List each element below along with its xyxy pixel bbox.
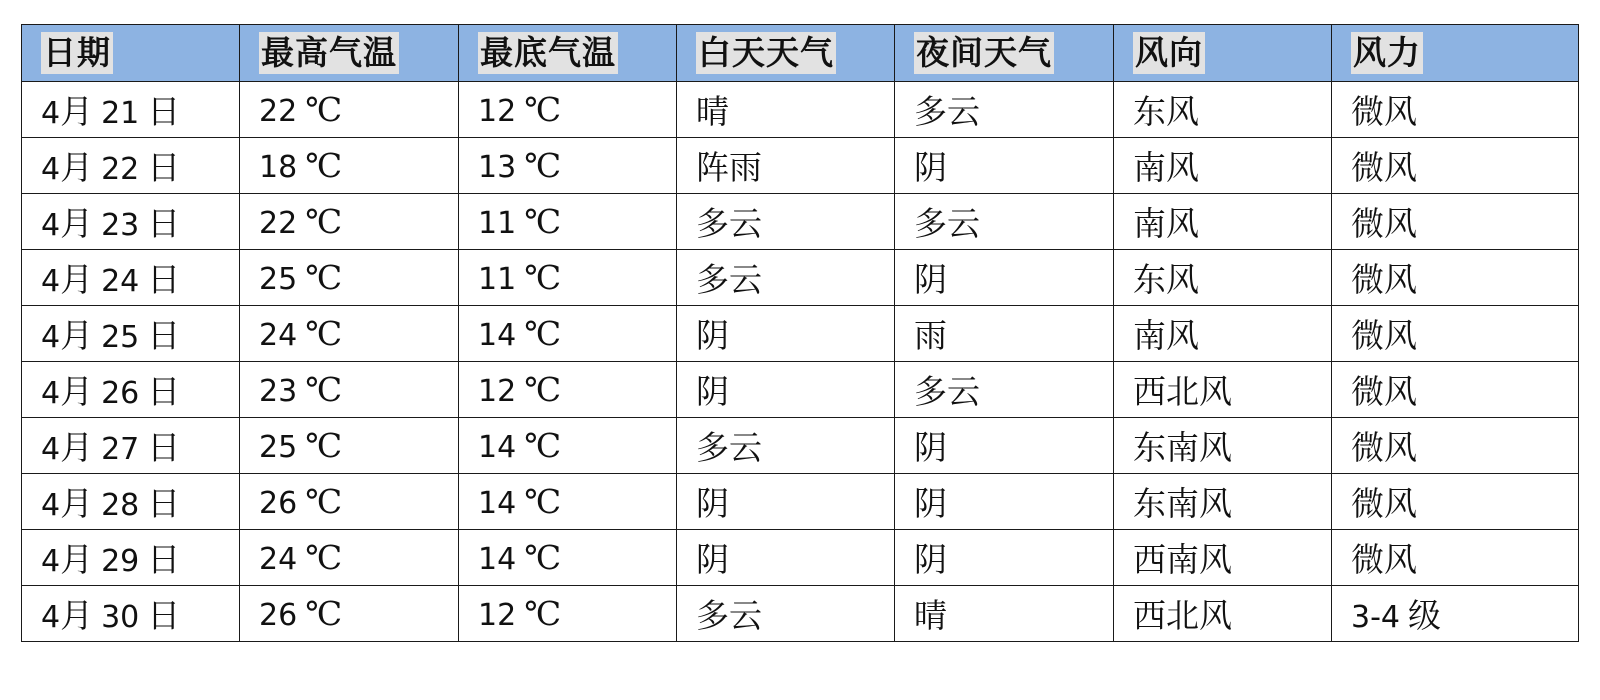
table-row: [22, 362, 1579, 418]
high-temp-value: 24: [259, 542, 298, 577]
cell-night-weather: 晴: [895, 586, 1114, 642]
low-temp-value: 11: [478, 206, 517, 241]
cell-wind-force: 微风: [1332, 418, 1579, 474]
date-day-label: 日: [147, 148, 181, 187]
low-temp-value: 14: [478, 486, 517, 521]
date-month-label: 月: [60, 204, 94, 243]
cell-date: [22, 530, 240, 586]
cell-high-temp: [240, 530, 459, 586]
wind-force-level: 3-4: [1351, 600, 1400, 635]
cell-low-temp: [459, 362, 677, 418]
date-day-label: 日: [147, 596, 181, 635]
cell-wind-direction: 南风: [1114, 138, 1332, 194]
table-row: [22, 474, 1579, 530]
date-day-label: 日: [147, 372, 181, 411]
table-row: [22, 138, 1579, 194]
cell-date: [22, 474, 240, 530]
cell-date: [22, 250, 240, 306]
cell-high-temp: [240, 82, 459, 138]
high-temp-value: 23: [259, 374, 298, 409]
weather-forecast-table: [21, 24, 1579, 642]
date-day-label: 日: [147, 316, 181, 355]
high-temp-value: 18: [259, 150, 298, 185]
table-row: [22, 530, 1579, 586]
table-row: [22, 194, 1579, 250]
header-night-weather-label: 夜间天气: [914, 32, 1054, 75]
low-temp-value: 14: [478, 542, 517, 577]
high-temp-value: 25: [259, 262, 298, 297]
cell-high-temp: [240, 306, 459, 362]
cell-day-weather: 阴: [677, 474, 895, 530]
cell-night-weather: 阴: [895, 418, 1114, 474]
cell-wind-force: 微风: [1332, 82, 1579, 138]
high-temp-value: 25: [259, 430, 298, 465]
date-day: 28: [101, 488, 140, 523]
cell-low-temp: [459, 194, 677, 250]
cell-high-temp: [240, 362, 459, 418]
header-wind-force: [1332, 25, 1579, 82]
cell-day-weather: 多云: [677, 418, 895, 474]
date-month: 4: [41, 320, 61, 355]
date-month-label: 月: [60, 372, 94, 411]
cell-date: [22, 362, 240, 418]
high-temp-unit: ℃: [305, 370, 343, 409]
cell-night-weather: 阴: [895, 530, 1114, 586]
cell-wind-force: [1332, 586, 1579, 642]
cell-low-temp: [459, 530, 677, 586]
cell-day-weather: 多云: [677, 586, 895, 642]
date-day-label: 日: [147, 92, 181, 131]
low-temp-value: 14: [478, 318, 517, 353]
high-temp-value: 26: [259, 486, 298, 521]
high-temp-value: 22: [259, 206, 298, 241]
date-month-label: 月: [60, 540, 94, 579]
table-header-row: [22, 25, 1579, 82]
cell-date: [22, 586, 240, 642]
cell-low-temp: [459, 586, 677, 642]
header-day-weather: [677, 25, 895, 82]
date-day: 24: [101, 264, 140, 299]
header-high-temp-label: 最高气温: [259, 32, 399, 75]
cell-date: [22, 82, 240, 138]
cell-day-weather: 阴: [677, 306, 895, 362]
date-month-label: 月: [60, 92, 94, 131]
high-temp-unit: ℃: [305, 314, 343, 353]
cell-day-weather: 阵雨: [677, 138, 895, 194]
cell-high-temp: [240, 474, 459, 530]
header-low-temp: [459, 25, 677, 82]
date-day: 22: [101, 152, 140, 187]
date-day: 25: [101, 320, 140, 355]
table-row: [22, 306, 1579, 362]
cell-low-temp: [459, 418, 677, 474]
date-month: 4: [41, 208, 61, 243]
cell-wind-force: 微风: [1332, 306, 1579, 362]
low-temp-unit: ℃: [524, 90, 562, 129]
cell-night-weather: 多云: [895, 194, 1114, 250]
high-temp-unit: ℃: [305, 538, 343, 577]
high-temp-value: 22: [259, 94, 298, 129]
table-row: [22, 586, 1579, 642]
cell-wind-force: 微风: [1332, 362, 1579, 418]
cell-date: [22, 306, 240, 362]
date-day-label: 日: [147, 540, 181, 579]
cell-wind-force: 微风: [1332, 194, 1579, 250]
high-temp-value: 24: [259, 318, 298, 353]
header-date: [22, 25, 240, 82]
date-month: 4: [41, 96, 61, 131]
cell-wind-force: 微风: [1332, 250, 1579, 306]
date-month: 4: [41, 264, 61, 299]
cell-wind-direction: 东南风: [1114, 474, 1332, 530]
header-night-weather: [895, 25, 1114, 82]
low-temp-value: 12: [478, 598, 517, 633]
cell-wind-direction: 西北风: [1114, 362, 1332, 418]
low-temp-unit: ℃: [524, 538, 562, 577]
low-temp-value: 11: [478, 262, 517, 297]
cell-date: [22, 418, 240, 474]
cell-high-temp: [240, 586, 459, 642]
date-month: 4: [41, 376, 61, 411]
date-day-label: 日: [147, 204, 181, 243]
cell-night-weather: 多云: [895, 362, 1114, 418]
high-temp-unit: ℃: [305, 482, 343, 521]
weather-forecast-table-wrapper: [21, 24, 1578, 642]
cell-day-weather: 晴: [677, 82, 895, 138]
date-month: 4: [41, 600, 61, 635]
cell-wind-direction: 东风: [1114, 82, 1332, 138]
high-temp-unit: ℃: [305, 258, 343, 297]
cell-wind-direction: 东南风: [1114, 418, 1332, 474]
cell-low-temp: [459, 474, 677, 530]
table-row: [22, 418, 1579, 474]
cell-wind-direction: 南风: [1114, 306, 1332, 362]
date-day: 30: [101, 600, 140, 635]
date-day-label: 日: [147, 260, 181, 299]
date-month-label: 月: [60, 428, 94, 467]
date-month: 4: [41, 488, 61, 523]
low-temp-value: 12: [478, 374, 517, 409]
low-temp-value: 14: [478, 430, 517, 465]
cell-low-temp: [459, 82, 677, 138]
cell-high-temp: [240, 194, 459, 250]
header-wind-direction-label: 风向: [1133, 32, 1205, 75]
header-low-temp-label: 最底气温: [478, 32, 618, 75]
cell-day-weather: 多云: [677, 250, 895, 306]
date-day: 21: [101, 96, 140, 131]
date-month-label: 月: [60, 148, 94, 187]
cell-high-temp: [240, 418, 459, 474]
cell-night-weather: 阴: [895, 474, 1114, 530]
cell-high-temp: [240, 250, 459, 306]
cell-night-weather: 阴: [895, 250, 1114, 306]
cell-night-weather: 雨: [895, 306, 1114, 362]
low-temp-unit: ℃: [524, 370, 562, 409]
cell-high-temp: [240, 138, 459, 194]
cell-wind-force: 微风: [1332, 474, 1579, 530]
cell-night-weather: 多云: [895, 82, 1114, 138]
cell-day-weather: 阴: [677, 530, 895, 586]
low-temp-unit: ℃: [524, 594, 562, 633]
date-day: 23: [101, 208, 140, 243]
high-temp-unit: ℃: [305, 146, 343, 185]
date-day: 27: [101, 432, 140, 467]
date-day-label: 日: [147, 484, 181, 523]
cell-day-weather: 阴: [677, 362, 895, 418]
low-temp-unit: ℃: [524, 258, 562, 297]
low-temp-unit: ℃: [524, 426, 562, 465]
high-temp-unit: ℃: [305, 594, 343, 633]
high-temp-unit: ℃: [305, 90, 343, 129]
low-temp-value: 12: [478, 94, 517, 129]
header-wind-direction: [1114, 25, 1332, 82]
low-temp-unit: ℃: [524, 202, 562, 241]
high-temp-unit: ℃: [305, 426, 343, 465]
date-month-label: 月: [60, 484, 94, 523]
cell-wind-direction: 西北风: [1114, 586, 1332, 642]
date-month-label: 月: [60, 596, 94, 635]
low-temp-unit: ℃: [524, 314, 562, 353]
cell-wind-direction: 南风: [1114, 194, 1332, 250]
high-temp-value: 26: [259, 598, 298, 633]
low-temp-unit: ℃: [524, 146, 562, 185]
date-day: 29: [101, 544, 140, 579]
low-temp-unit: ℃: [524, 482, 562, 521]
cell-day-weather: 多云: [677, 194, 895, 250]
cell-low-temp: [459, 250, 677, 306]
date-month: 4: [41, 152, 61, 187]
table-row: [22, 250, 1579, 306]
date-day: 26: [101, 376, 140, 411]
wind-force-level-unit: 级: [1408, 596, 1441, 635]
cell-low-temp: [459, 138, 677, 194]
low-temp-value: 13: [478, 150, 517, 185]
cell-wind-force: 微风: [1332, 138, 1579, 194]
date-month: 4: [41, 432, 61, 467]
cell-night-weather: 阴: [895, 138, 1114, 194]
date-month: 4: [41, 544, 61, 579]
header-date-label: 日期: [41, 32, 113, 75]
table-row: [22, 82, 1579, 138]
high-temp-unit: ℃: [305, 202, 343, 241]
header-high-temp: [240, 25, 459, 82]
date-month-label: 月: [60, 260, 94, 299]
header-day-weather-label: 白天天气: [696, 32, 836, 75]
date-day-label: 日: [147, 428, 181, 467]
cell-date: [22, 138, 240, 194]
header-wind-force-label: 风力: [1351, 32, 1423, 75]
cell-wind-force: 微风: [1332, 530, 1579, 586]
date-month-label: 月: [60, 316, 94, 355]
cell-wind-direction: 西南风: [1114, 530, 1332, 586]
cell-low-temp: [459, 306, 677, 362]
cell-wind-direction: 东风: [1114, 250, 1332, 306]
cell-date: [22, 194, 240, 250]
